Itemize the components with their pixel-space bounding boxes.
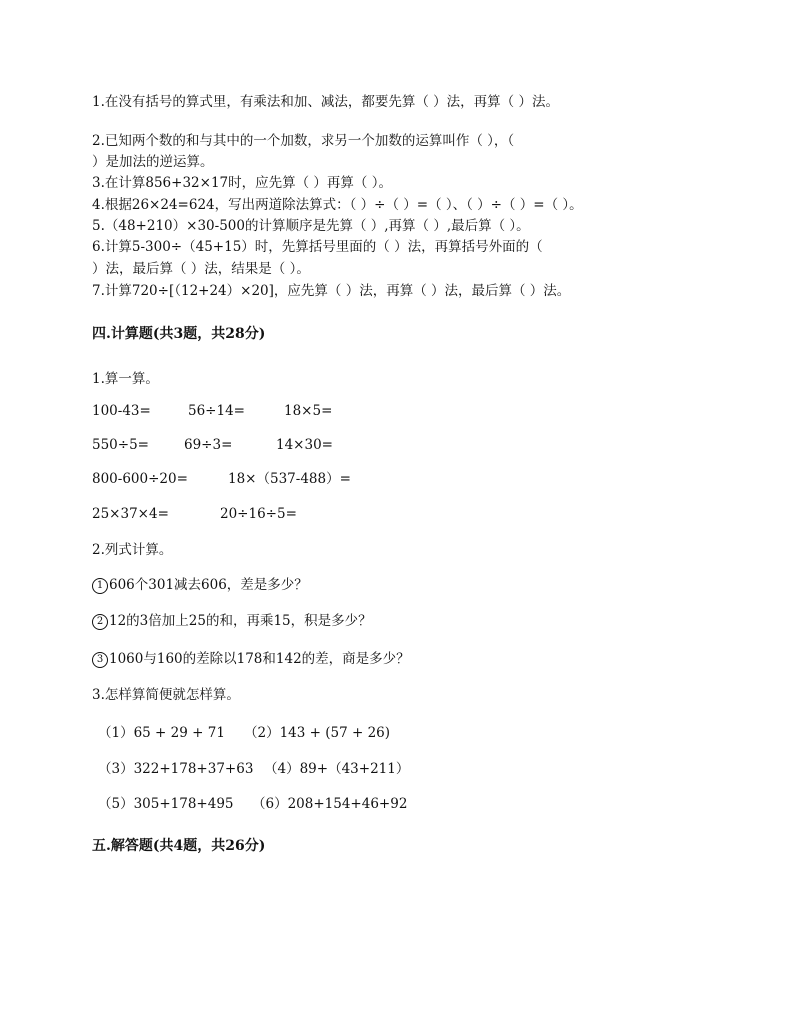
circled-number: 2 <box>92 614 108 630</box>
simplify-item: （1）65 + 29 + 71 <box>98 725 225 741</box>
list-item <box>92 576 308 594</box>
question-2-line-2: ）是加法的逆运算。 <box>92 154 214 170</box>
calc-item: 25×37×4= <box>92 506 169 522</box>
part-3-title: 3.怎样算简便就怎样算。 <box>92 687 240 703</box>
calc-item: 550÷5= <box>92 437 149 453</box>
calc-item: 100-43= <box>92 403 151 419</box>
simplify-item: （2）143 + (57 + 26) <box>244 725 391 741</box>
calc-item: 18×5= <box>284 403 333 419</box>
list-item-text: 606个301减去606，差是多少？ <box>109 577 308 593</box>
list-item-text: 1060与160的差除以178和142的差，商是多少？ <box>109 651 410 667</box>
question-6-line-1: 6.计算5-300÷（45+15）时，先算括号里面的（ ）法，再算括号外面的（ <box>92 239 543 255</box>
question-4: 4.根据26×24=624，写出两道除法算式：（ ）÷（ ）=（ ）、（ ）÷（ ）=（ ）。 <box>92 197 583 213</box>
list-item <box>92 612 372 630</box>
question-5: 5.（48+210）×30-500的计算顺序是先算（ ）,再算（ ）,最后算（ ）。 <box>92 218 530 234</box>
section-5-heading: 五.解答题(共4题，共26分) <box>92 838 266 854</box>
calc-item: 14×30= <box>276 437 333 453</box>
list-item-text: 12的3倍加上25的和，再乘15，积是多少？ <box>109 613 372 629</box>
simplify-item: （5）305+178+495 <box>98 796 234 812</box>
section-4-heading: 四.计算题(共3题，共28分) <box>92 326 266 342</box>
part-2-title: 2.列式计算。 <box>92 542 173 558</box>
part-1-title: 1.算一算。 <box>92 371 159 387</box>
simplify-item: （6）208+154+46+92 <box>252 796 408 812</box>
circled-number: 3 <box>92 652 108 668</box>
question-2-line-1: 2.已知两个数的和与其中的一个加数，求另一个加数的运算叫作（ ），（ <box>92 133 515 149</box>
calc-item: 18×（537-488）= <box>228 471 351 487</box>
question-7: 7.计算720÷[（12+24）×20]，应先算（ ）法，再算（ ）法，最后算（ ）法。 <box>92 283 571 299</box>
list-item <box>92 650 410 668</box>
calc-item: 69÷3= <box>184 437 233 453</box>
calc-item: 20÷16÷5= <box>220 506 297 522</box>
calc-item: 800-600÷20= <box>92 471 188 487</box>
simplify-item: （3）322+178+37+63 <box>98 761 254 777</box>
simplify-item: （4）89+（43+211） <box>264 761 410 777</box>
question-1: 1.在没有括号的算式里，有乘法和加、减法，都要先算（ ）法，再算（ ）法。 <box>92 94 559 110</box>
question-6-line-2: ）法，最后算（ ）法，结果是（ ）。 <box>92 261 310 277</box>
question-3: 3.在计算856+32×17时，应先算（ ）再算（ ）。 <box>92 175 392 191</box>
circled-number: 1 <box>92 578 108 594</box>
calc-item: 56÷14= <box>188 403 245 419</box>
